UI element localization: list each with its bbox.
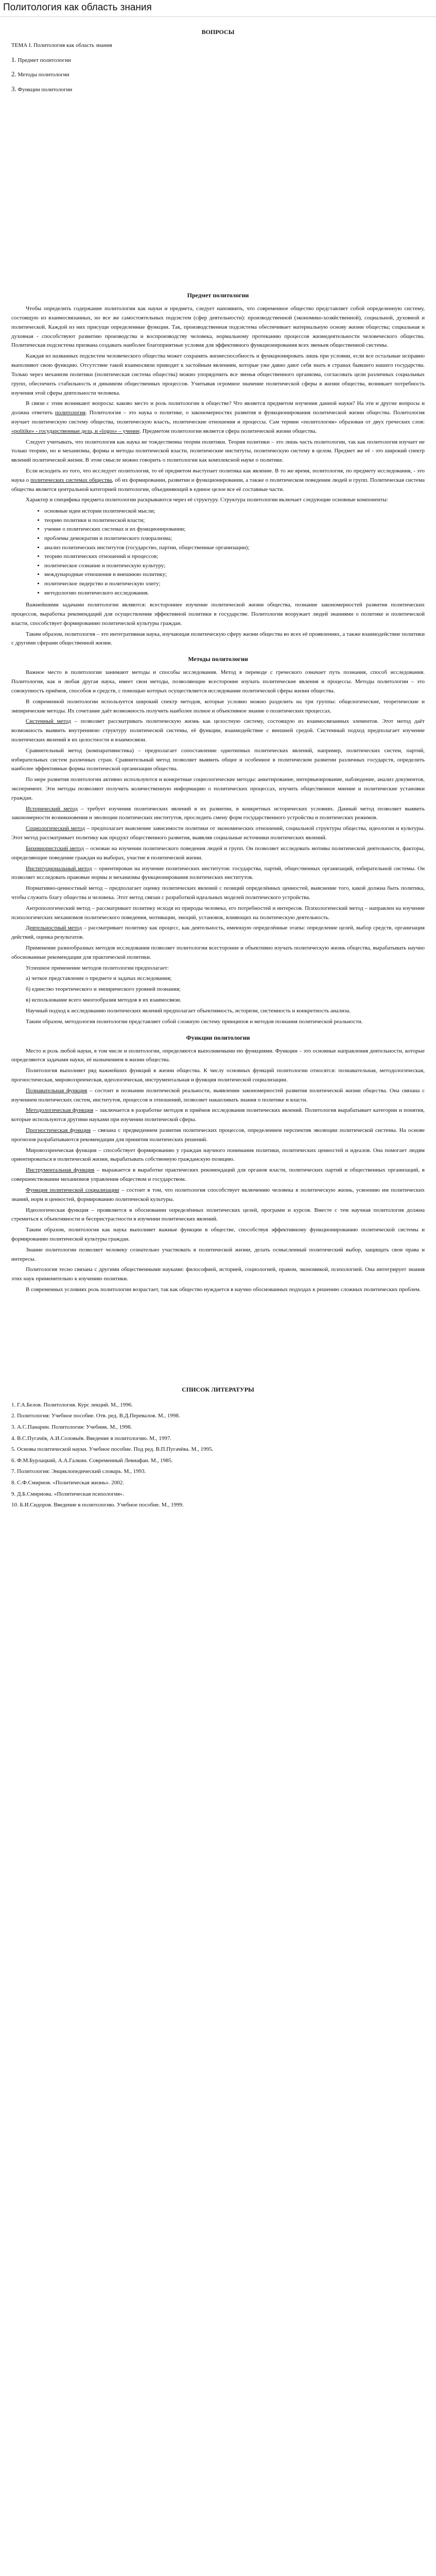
question-item bbox=[11, 55, 425, 64]
paragraph: Характер и специфика предмета политологии раскрываются через её структуру. Структура политологии включает следующие основные компоненты: bbox=[26, 497, 388, 503]
text-span: – рассматривает политику как процесс, как деятельность, имеющую определённые этапы: определение целей, выбор средств, организация действий, оценка результатов. bbox=[11, 925, 425, 941]
paragraph: Таким образом, политология как наука выполняет важные функции в обществе, способствуя эффективному функционированию политической системы и формированию политической культуры граждан. bbox=[11, 1227, 425, 1242]
question-item bbox=[11, 70, 425, 79]
underlined-term: Функция политической социализации bbox=[26, 1187, 119, 1193]
reference-item: 6. Ф.М.Бурлацкий, А.А.Галкин. Современный Левиафан. М., 1985. bbox=[11, 1457, 173, 1464]
list-item: • проблемы демократии и политического плюрализма; bbox=[44, 534, 425, 544]
paragraph bbox=[11, 844, 425, 863]
paragraph: Мировоззренческая функция – способствует формированию у граждан научного понимания политики, политических ценностей и идеалов. Она помогает людям ориентироваться в политической жизни, вырабатывать собственную гражданскую позицию. bbox=[11, 1147, 425, 1163]
questions-heading: ВОПРОСЫ bbox=[201, 28, 235, 36]
list-item: • международные отношения и внешнюю политику; bbox=[44, 570, 425, 580]
list-item: • учение о политических системах и их функционировании; bbox=[44, 525, 425, 534]
list-item: • политическое лидерство и политическую элиту; bbox=[44, 580, 425, 589]
paragraph: Знание политологии позволяет человеку сознательно участвовать в политической жизни, делать осмысленный политический выбор, защищать свои права и интересы. bbox=[11, 1246, 425, 1262]
underlined-term: Социологический метод bbox=[26, 825, 85, 832]
underlined-term: «politike» - государственные дела, и «logos» – учение bbox=[11, 428, 140, 434]
paragraph bbox=[11, 924, 425, 942]
section-heading-subject: Предмет политологии bbox=[187, 292, 249, 299]
underlined-term: политических системах общества bbox=[30, 477, 112, 483]
paragraph bbox=[11, 824, 425, 843]
text-span: – позволяет рассматривать политическую жизнь как целостную систему, состоящую из взаимосвязанных элементов. Этот метод даёт возможность выявить внутреннюю структуру политической системы, её функции, взаимодействие с внешней средой. Системный подход предполагает изучение политических явлений в их целостности и взаимосвязи. bbox=[11, 718, 425, 743]
paragraph: Идеологическая функция – проявляется в обосновании определённых политических целей, программ и курсов. Вместе с тем научная политология должна стремиться к объективности и беспристрастности в изучении политических явлений. bbox=[11, 1207, 425, 1223]
paragraph bbox=[11, 1166, 425, 1184]
paragraph: Успешное применение методов политологии предполагает: bbox=[26, 964, 169, 971]
paragraph: Следует учитывать, что политология как наука не тождественна теории политики. Теория политики – это лишь часть политологии, так как политология изучает не только теорию, но и механизмы, формы и методы политической власти, политические институты, политическую систему в целом. Предмет же её - это широкий спектр явлений политической жизни. В этом смысле можно говорить о политологии как комплексной науке о политике. bbox=[11, 438, 425, 464]
underlined-term: Деятельностный метод bbox=[26, 925, 82, 931]
text-span: , об их формировании, развитии и функционировании, а также о политическом поведении людей и групп. Политическая система общества является центральной категорией политологии, объединяющей в единое целое все её составные части. bbox=[11, 477, 425, 493]
underlined-term: Инструментальная функция bbox=[26, 1167, 95, 1174]
paragraph: Применение разнообразных методов исследования позволяет политологии всесторонне и объективно изучать политическую жизнь общества, вырабатывать научно обоснованные рекомендации для практической политики. bbox=[11, 945, 425, 960]
paragraph bbox=[11, 717, 425, 744]
paragraph bbox=[11, 467, 425, 494]
underlined-term: Системный метод bbox=[26, 718, 71, 725]
underlined-term: Исторический метод bbox=[26, 805, 78, 812]
list-item: • анализ политических институтов (государство, партии, общественные организации); bbox=[44, 544, 425, 553]
paragraph: В современной политологии используется широкий спектр методов, которые условно можно разделить на три группы: общелогические, теоретические и эмпирические методы. Их сочетание даёт возможность получить наиболее полное и объективное знание о политических процессах. bbox=[11, 698, 425, 714]
paragraph: в) использование всего многообразия методов в их взаимосвязи. bbox=[26, 997, 182, 1004]
paragraph bbox=[11, 1106, 425, 1125]
paragraph: Каждая из названных подсистем человеческого общества может сохранять жизнеспособность и функционировать лишь при условии, если все остальные исправно выполняют свою функцию. Отсутствие такой взаимосвязи приводит к застойным явлениям, которые уже давно дают себя знать в странах бывшего нашего государства. Только через механизм политики (политическая система общества) можно упорядочить все звенья общественного организма, согласовать цели различных социальных групп, обеспечить стабильность и динамизм общественных процессов. Учитывая огромное значение политической сферы в жизни общества, возникает потребность изучения этой сферы деятельности человека. bbox=[11, 353, 425, 396]
text-span: Если исходить из того, что исследует политология, то её предметом выступает политика как явление. В то же время, политология, по предмету исследования, - это наука о bbox=[11, 468, 425, 483]
reference-item: 1. Г.А.Белов. Политология. Курс лекций. М., 1996. bbox=[11, 1401, 133, 1408]
question-text: Предмет политологии bbox=[18, 57, 71, 64]
section-heading-methods: Методы политологии bbox=[188, 655, 248, 663]
text-span: . Предметом политологии является сфера политической жизни общества. bbox=[139, 428, 317, 434]
question-text: Функции политологии bbox=[18, 86, 73, 93]
reference-item: 5. Основы политической науки. Учебное пособие. Под ред. В.П.Пугачёва. М., 1995. bbox=[11, 1446, 214, 1453]
text-span: – предполагает выяснение зависимости политики от экономических отношений, социальной структуры общества, идеологии и культуры. Этот метод рассматривает политику как продукт общественного развития, выявляя социальные источники политических явлений. bbox=[11, 825, 425, 841]
text-span: . Политология – это наука о политике, о закономерностях развития и функционирования политической жизни общества. Политология изучает политическую систему общества, политическую власть, политические отношения и процессы. Сам термин «политология» образован от двух греческих слов: bbox=[11, 410, 425, 425]
paragraph bbox=[11, 399, 425, 436]
underlined-term: Бихевиористский метод bbox=[26, 845, 84, 852]
paragraph bbox=[11, 1186, 425, 1205]
reference-item: 10. Б.И.Сидоров. Введение в политологию. Учебное пособие. М., 1999. bbox=[11, 1502, 184, 1509]
paragraph: Политология выполняет ряд важнейших функций в жизни общества. К числу основных функций политологии относятся: познавательная, методологическая, прогностическая, мировоззренческая, идеологическая, инструментальная и функция политической социализации. bbox=[11, 1067, 425, 1083]
underlined-term: Методологическая функция bbox=[26, 1107, 94, 1114]
document-content bbox=[0, 17, 436, 1521]
underlined-term: Институциональный метод bbox=[26, 865, 92, 872]
blank-space bbox=[11, 99, 425, 284]
paragraph: В современных условиях роль политологии возрастает, так как общество нуждается в научно обоснованных подходах к решению сложных политических проблем. bbox=[26, 1286, 421, 1293]
paragraph bbox=[11, 1087, 425, 1105]
text-span: – ориентирован на изучение политических институтов: государства, партий, общественных организаций, избирательной системы. Он позволяет исследовать правовые нормы и механизмы функционирования политических институтов. bbox=[11, 865, 425, 881]
text-span: – основан на изучении политического поведения людей и групп. Он позволяет исследовать мотивы политической деятельности, факторы, определяющие поведение граждан на выборах, участие в политической жизни. bbox=[11, 845, 425, 861]
text-span: – требует изучения политических явлений в их развитии, в конкретных исторических условиях. Данный метод позволяет выявить закономерности возникновения и эволюции политических институтов, проследить смену форм государственного устройства и политических режимов. bbox=[11, 805, 425, 821]
question-number: 3. bbox=[11, 84, 16, 93]
reference-item: 7. Политология: Энциклопедический словарь. М., 1993. bbox=[11, 1468, 146, 1475]
paragraph bbox=[11, 1126, 425, 1145]
paragraph: Таким образом, политология – это интегративная наука, изучающая политическую сферу жизни общества во всех её проявлениях, а также взаимодействие политики с другими сферами общественной жизни. bbox=[11, 631, 425, 647]
reference-item: 4. В.С.Пугачёв, А.И.Соловьёв. Введение в политологию. М., 1997. bbox=[11, 1435, 172, 1442]
paragraph: Нормативно-ценностный метод – предполагает оценку политических явлений с позиций определённых ценностей, выяснение того, какой должна быть политика, чтобы служить благу общества и человека. Этот метод связан с разработкой идеальных моделей политического устройства. bbox=[11, 885, 425, 901]
blank-space bbox=[11, 1512, 425, 1521]
paragraph: Таким образом, методология политологии представляет собой сложную систему принципов и методов познания политической реальности. bbox=[26, 1018, 363, 1025]
list-item: • теорию политики и политической власти; bbox=[44, 516, 425, 526]
blank-space bbox=[11, 1296, 425, 1379]
list-item: • политическое сознание и политическую культуру; bbox=[44, 562, 425, 571]
text-span: – выражается в выработке практических рекомендаций для органов власти, политических партий и общественных организаций, в совершенствовании механизмов управления обществом и государством. bbox=[11, 1167, 425, 1183]
references-heading: СПИСОК ЛИТЕРАТУРЫ bbox=[182, 1385, 254, 1393]
reference-item: 9. Д.Б.Смирнова. «Политическая психология». bbox=[11, 1490, 124, 1497]
question-item bbox=[11, 84, 425, 94]
list-item: • теорию политических отношений и процессов; bbox=[44, 552, 425, 562]
paragraph: Важное место в политологии занимают методы и способы исследования. Метод в переводе с греческого означает путь познания, способ исследования. Политология, как и любая другая наука, имеет свои методы, позволяющие всесторонне изучать политические явления и процессы. Методы политологии – это совокупность приёмов, способов и средств, с помощью которых осуществляется исследование политической сферы жизни общества. bbox=[11, 669, 425, 694]
paragraph: Важнейшими задачами политологии являются: всестороннее изучение политической жизни общества, познание закономерностей развития политических процессов, выработка рекомендаций для осуществления эффективной политики в государстве. Политология вооружает людей знаниями о политике и политической власти, способствует формированию политической культуры граждан. bbox=[11, 602, 425, 626]
paragraph: Место и роль любой науки, в том числе и политологии, определяются выполняемыми ею функциями. Функции – это основные направления деятельности, которые определяются задачами науки, её назначением в жизни общества. bbox=[11, 1047, 425, 1063]
structure-list bbox=[11, 507, 425, 598]
question-number: 2. bbox=[11, 70, 16, 78]
list-item: • методологию политического исследования. bbox=[44, 589, 425, 598]
references-list bbox=[11, 1401, 425, 1510]
paragraph: Антропологический метод – рассматривает политику исходя из природы человека, его потребностей и интересов. Психологический метод – направлен на изучение психологических механизмов политического поведения, мотивации, эмоций, установок, влияющих на политическую деятельность. bbox=[11, 905, 425, 921]
paragraph: Чтобы определить содержание политологии как науки и предмета, следует напомнить, что современное общество представляет собой определенную систему, состоящую из взаимосвязанных, но все же самостоятельных подсистем (сфер деятельности): производственной (экономико-хозяйственной), социальной, духовной и политической. Каждой из них присущи определенные функции. Так, производственная подсистема обеспечивает материальную основу жизни общества; социальная и духовная - способствуют развитию производства и воспроизводству человека, нормальному протеканию процессов жизнедеятельности человеческого общества. Политическая подсистема призвана создавать наиболее благоприятные условия для эффективного функционирования всех звеньев общественной системы. bbox=[11, 306, 425, 349]
paragraph: Научный подход к исследованию политических явлений предполагает объективность, историзм, системность и конкретность анализа. bbox=[26, 1007, 351, 1014]
underlined-term: Прогностическая функция bbox=[26, 1127, 91, 1134]
underlined-term: политология bbox=[55, 410, 86, 416]
section-heading-functions: Функции политологии bbox=[186, 1033, 250, 1041]
list-item: • основные идеи истории политической мысли; bbox=[44, 507, 425, 516]
reference-item: 3. А.С.Панарин. Политология: Учебник. М., 1998. bbox=[11, 1424, 132, 1431]
paragraph bbox=[11, 865, 425, 883]
paragraph: Политология тесно связана с другими общественными науками: философией, историей, социологией, правом, экономикой, психологией. Она интегрирует знания этих наук применительно к изучению политики. bbox=[11, 1266, 425, 1282]
paragraph: Сравнительный метод (компаративистика) – предполагает сопоставление однотипных политических явлений, например, политических систем, партий, избирательных систем различных стран. Сравнительный метод позволяет выявить общее и особенное в политическом развитии различных государств, определить наиболее эффективные формы политической организации общества. bbox=[11, 747, 425, 772]
reference-item: 2. Политология: Учебное пособие. Отв. ред. В.Д.Перевалов. М., 1998. bbox=[11, 1413, 180, 1419]
reference-item: 8. С.Ф.Смирнов. «Политическая жизнь». 2002. bbox=[11, 1480, 125, 1486]
page-title: Политология как область знания bbox=[0, 0, 436, 17]
text-span: – заключается в разработке методов и приёмов исследования политических явлений. Политология вырабатывает категории и понятия, которые используются другими науками при изучении политической сферы. bbox=[11, 1107, 425, 1123]
text-span: – состоит в познании политической реальности, выявлении закономерностей развития политической жизни общества. Она связана с изучением политических систем, институтов, процессов и отношений, позволяет накапливать знания о политике и власти. bbox=[11, 1087, 425, 1103]
text-span: – состоит в том, что политология способствует включению человека в политическую жизнь, усвоению им политических знаний, норм и ценностей, формированию политической культуры. bbox=[11, 1187, 425, 1202]
paragraph: а) четкое представление о предмете и задачах исследования; bbox=[26, 975, 172, 982]
question-number: 1. bbox=[11, 56, 16, 64]
paragraph: б) единство теоретического и эмпирического уровней познания; bbox=[26, 986, 181, 993]
paragraph bbox=[11, 805, 425, 823]
theme-line: ТЕМА I. Политология как область знания bbox=[11, 42, 112, 48]
text-span: В связи с этим возникают вопросы: каково место и роль политологии в обществе? Что является предметом изучения данной науки? На эти и другие вопросы и должна ответить bbox=[11, 400, 425, 416]
paragraph: По мере развития политологии активно используются и конкретные социологические методы: анкетирование, интервьюирование, наблюдение, анализ документов, эксперимент. Эти методы позволяют получить количественную информацию о политических процессах, изучить общественное мнение и политические установки граждан. bbox=[11, 776, 425, 801]
question-text: Методы политологии bbox=[18, 72, 69, 78]
underlined-term: Познавательная функция bbox=[26, 1087, 88, 1094]
text-span: – связана с предвидением развития политических процессов, определением перспектив эволюции политической системы. На основе прогнозов разрабатываются рекомендации для принятия политических решений. bbox=[11, 1127, 425, 1143]
